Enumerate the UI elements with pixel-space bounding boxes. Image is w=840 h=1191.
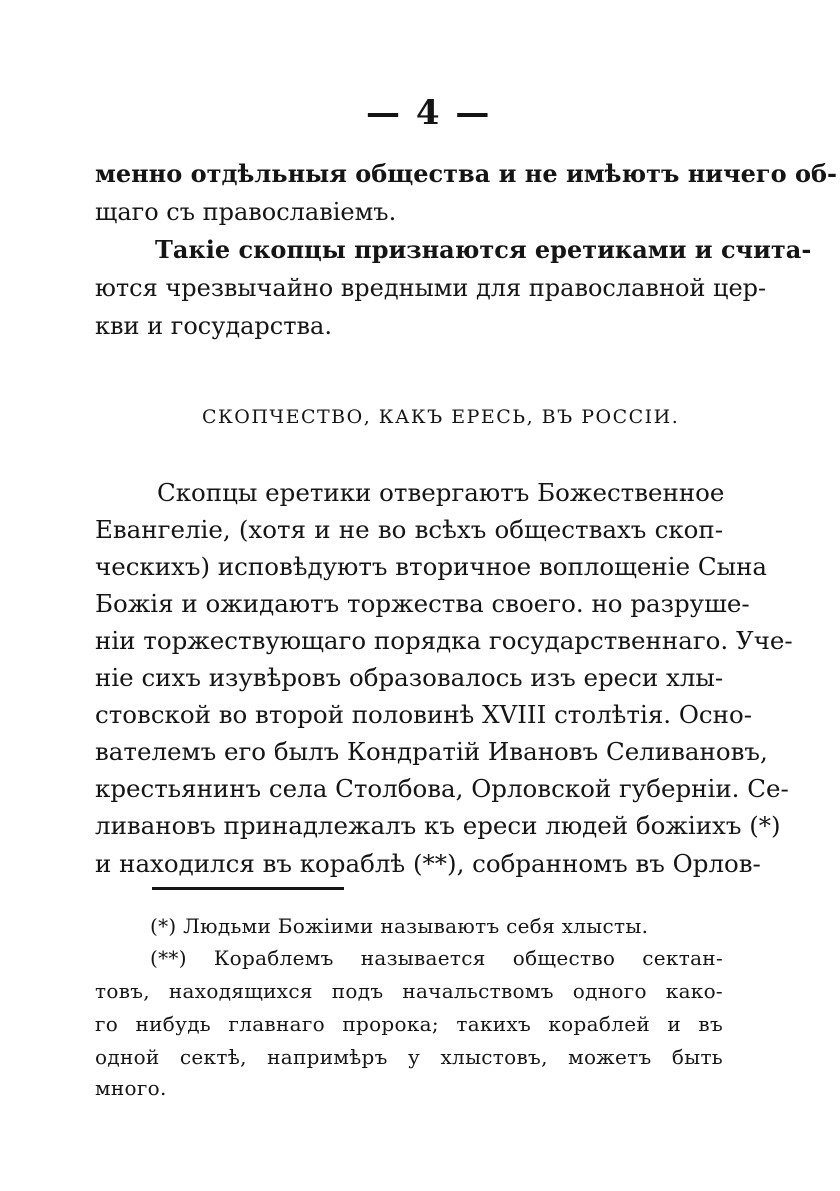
page-number: — 4 — [366,93,492,133]
paragraph-2-line-1: Такіе скопцы признаются еретиками и счита- [155,235,812,264]
footnote-1: (*) Людьми Божіими называютъ себя хлысты. [150,914,649,938]
footnote-2-line-3: го нибудь главнаго пророка; такихъ кораблей и въ [95,1012,723,1036]
paragraph-3-line-3: ческихъ) исповѣдуютъ вторичное воплощеніе Сына [95,552,768,581]
paragraph-3-line-1: Скопцы еретики отвергаютъ Божественное [157,478,725,507]
paragraph-2-line-2: ются чрезвычайно вредными для православной цер- [95,274,767,302]
section-heading: СКОПЧЕСТВО, КАКЪ ЕРЕСЬ, ВЪ РОССІИ. [202,406,680,428]
paragraph-3-line-6: ніе сихъ изувѣровъ образовалось изъ ереси хлы- [95,663,724,692]
footnote-2-line-5: много. [95,1076,167,1100]
paragraph-3-line-9: крестьянинъ села Столбова, Орловской губерніи. Се- [95,774,789,803]
paragraph-1-line-1: менно отдѣльныя общества и не имѣютъ ничего об- [95,159,837,188]
paragraph-3-line-11: и находился въ кораблѣ (**), собранномъ въ Орлов- [95,849,761,878]
paragraph-3-line-4: Божія и ожидаютъ торжества своего. но разруше- [95,589,750,618]
footnote-rule [152,887,344,890]
paragraph-3-line-8: вателемъ его былъ Кондратій Ивановъ Селивановъ, [95,737,768,766]
paragraph-3-line-2: Евангеліе, (хотя и не во всѣхъ обществахъ скоп- [95,515,723,544]
footnote-2-line-4: одной сектѣ, напримѣръ у хлыстовъ, можетъ быть [95,1045,723,1069]
paragraph-3-line-5: ніи торжествующаго порядка государственнаго. Уче- [95,626,793,655]
paragraph-1-line-2: щаго съ православіемъ. [95,198,397,226]
paragraph-3-line-7: стовской во второй половинѣ XVIII столѣтія. Осно- [95,700,753,729]
paragraph-3-line-10: ливановъ принадлежалъ къ ереси людей божіихъ (*) [95,811,781,840]
footnote-2-line-1: (**) Кораблемъ называется общество сектан- [150,946,723,970]
footnote-2-line-2: товъ, находящихся подъ начальствомъ одного како- [95,979,723,1003]
paragraph-2-line-3: кви и государства. [95,312,332,340]
